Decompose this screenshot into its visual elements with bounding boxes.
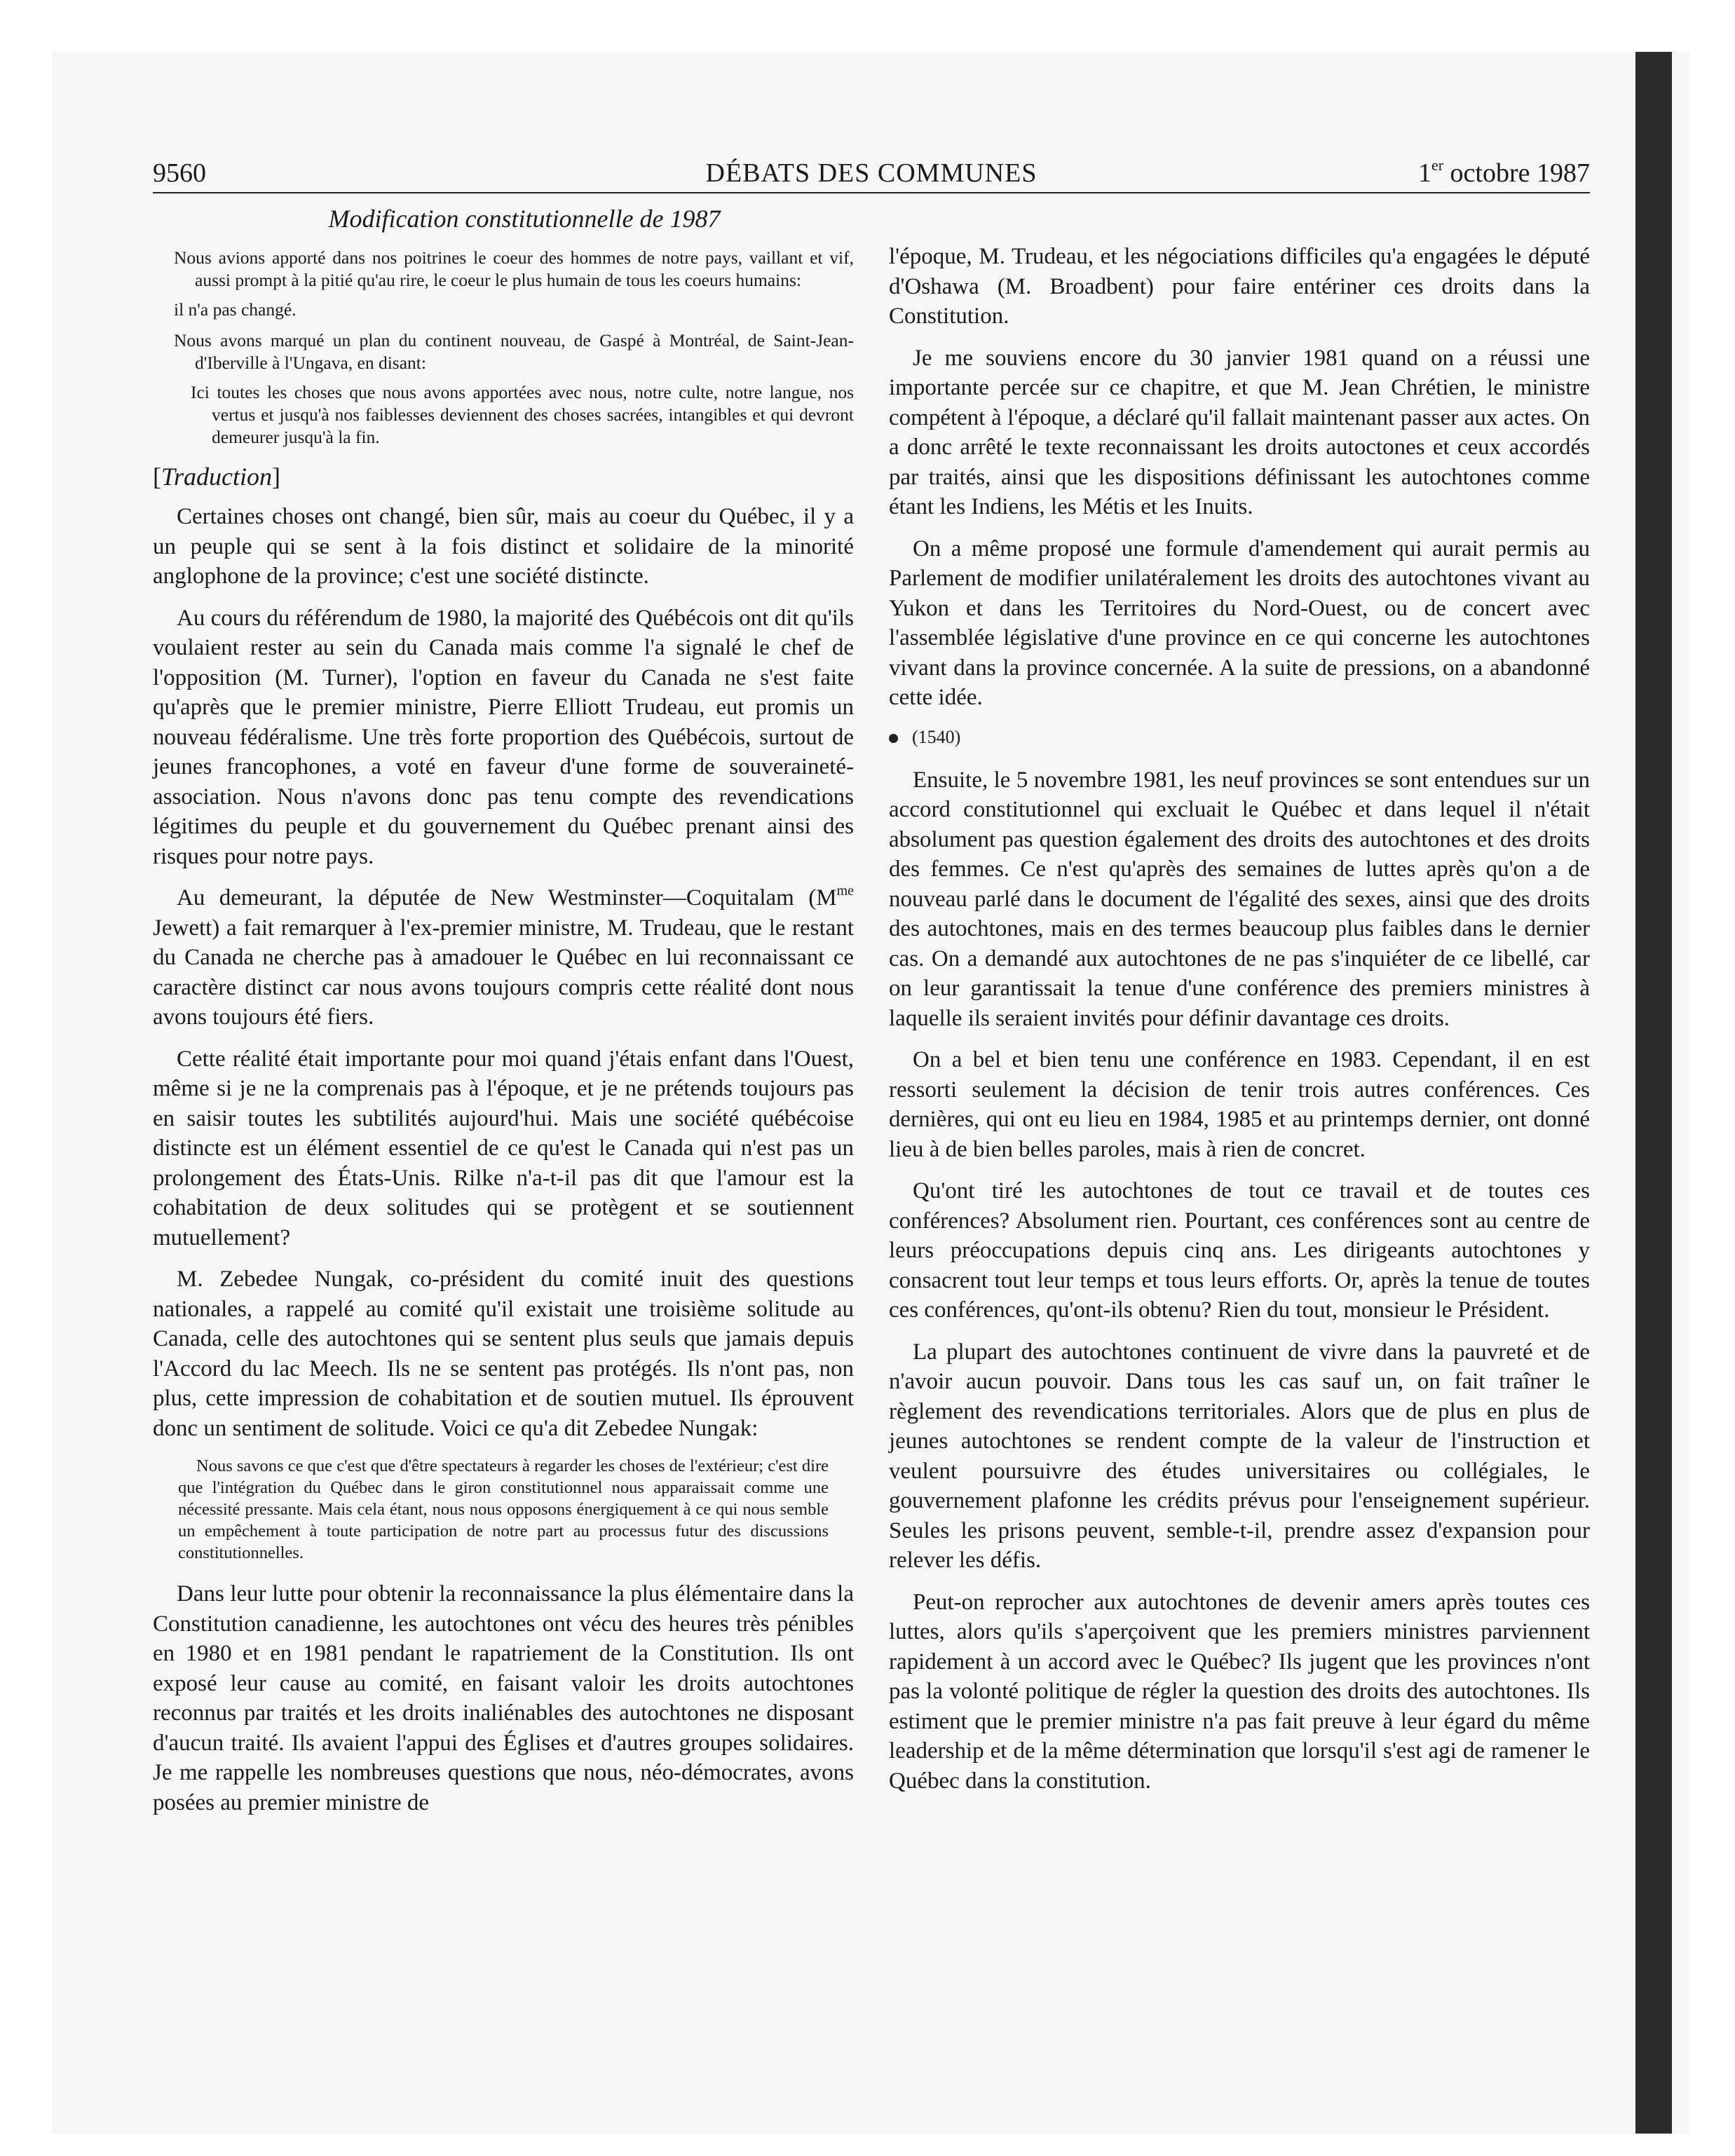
- block-quote: Nous savons ce que c'est que d'être spectateurs à regarder les choses de l'extérieur; c'est dire que l'intégration du Québec dans le giron constitutionnel nous apparaissait comme une nécessité pressante. Mais cela étant, nous nous opposons énergiquement à ce qui nous semble un empêchement à toute participation de notre part au processus futur des discussions constitutionnelles.: [178, 1456, 829, 1562]
- poem-stanza: Nous avons marqué un plan du continent nouveau, de Gaspé à Montréal, de Saint-Jean-d'Iberville à l'Ungava, en disant:: [174, 330, 854, 373]
- publication-title: DÉBATS DES COMMUNES: [705, 158, 1037, 188]
- paragraph: M. Zebedee Nungak, co-président du comité inuit des questions nationales, a rappelé au comité qu'il existait une troisième solitude au Canada, celle des autochtones qui se sentent plus seuls que jamais depuis l'Accord du lac Meech. Ils ne se sentent pas protégés. Ils n'ont pas, non plus, cette impression de cohabitation et de soutien mutuel. Ils éprouvent donc un sentiment de solitude. Voici ce qu'a dit Zebedee Nungak:: [153, 1267, 854, 1441]
- paragraph: On a même proposé une formule d'amendement qui aurait permis au Parlement de modifier unilatéralement les droits des autochtones vivant au Yukon et dans les Territoires du Nord-Ouest, ou de concert avec l'assemblée législative d'une province en ce qui concerne les autochtones vivant dans la province concernée. A la suite de pressions, on a abandonné cette idée.: [889, 535, 1590, 710]
- translation-marker: [Traduction]: [153, 463, 281, 491]
- paragraph: Cette réalité était importante pour moi quand j'étais enfant dans l'Ouest, même si je ne la comprenais pas à l'époque, et je ne prétends toujours pas en saisir toutes les subtilités aujourd'hui. Mais une société québécoise distincte est un élément essentiel de ce qu'est le Canada qui n'est pas un prolongement des États-Unis. Rilke n'a-t-il pas dit que l'amour est la cohabitation de deux solitudes qui se protègent et se soutiennent mutuellement?: [153, 1046, 854, 1250]
- paragraph: On a bel et bien tenu une conférence en 1983. Cependant, il en est ressorti seulement la décision de tenir trois autres conférences. Ces dernières, qui ont eu lieu en 1984, 1985 et au printemps dernier, ont donné lieu à de bien belles paroles, mais à rien de concret.: [889, 1047, 1590, 1162]
- bullet-icon: [889, 734, 898, 743]
- publication-date: 1er octobre 1987: [1417, 156, 1590, 188]
- paragraph: Dans leur lutte pour obtenir la reconnaissance la plus élémentaire dans la Constitution canadienne, les autochtones ont vécu des heures très pénibles en 1980 et en 1981 pendant le rapatriement de la Constitution. Ils ont exposé leur cause au comité, en faisant valoir les droits autochtones reconnus par traités et les droits inaliénables des autochtones ne disposant d'aucun traité. Ils avaient l'appui des Églises et d'autres groupes solidaires. Je me rappelle les nombreuses questions que nous, néo-démocrates, avons posées au premier ministre de: [153, 1581, 854, 1815]
- paragraph: Au cours du référendum de 1980, la majorité des Québécois ont dit qu'ils voulaient rester au sein du Canada mais comme l'a signalé le chef de l'opposition (M. Turner), l'option en faveur du Canada ne s'est faite qu'après que le premier ministre, Pierre Elliott Trudeau, eut promis un nouveau fédéralisme. Une très forte proportion des Québécois, surtout de jeunes francophones, a voté en faveur d'une forme de souveraineté-association. Nous n'avons donc pas tenu compte des revendications légitimes du peuple et du gouvernement du Québec prenant ainsi des risques pour notre pays.: [153, 605, 854, 869]
- paragraph: Peut-on reprocher aux autochtones de devenir amers après toutes ces luttes, alors qu'ils s'aperçoivent que les premiers ministres parviennent rapidement à un accord avec le Québec? Ils jugent que les provinces n'ont pas la volonté politique de régler la question des droits des autochtones. Ils estiment que le premier ministre n'a pas fait preuve à leur égard du même leadership et de la même détermination que lorsqu'il s'est agi de ramener le Québec dans la constitution.: [889, 1589, 1590, 1794]
- poem-quote: [153, 247, 854, 449]
- paragraph: Ensuite, le 5 novembre 1981, les neuf provinces se sont entendues sur un accord constitutionnel qui excluait le Québec et dans lequel il n'était absolument pas question également des droits des autochtones et des droits des femmes. Ce n'est qu'après des semaines de luttes après qu'on a de nouveau parlé dans le document de l'égalité des sexes, ainsi que des droits des autochtones, mais en des termes beaucoup plus faibles dans le dernier cas. On a demandé aux autochtones de ne pas s'inquiéter de ce libellé, car on leur garantissait la tenue d'une conférence des premiers ministres à laquelle ils seraient invités pour définir davantage ces droits.: [889, 767, 1590, 1031]
- paragraph: Certaines choses ont changé, bien sûr, mais au coeur du Québec, il y a un peuple qui se sent à la fois distinct et solidaire de la minorité anglophone de la province; c'est une société distincte.: [153, 504, 854, 589]
- paragraph: l'époque, M. Trudeau, et les négociations difficiles qu'a engagées le député d'Oshawa (M. Broadbent) pour faire entériner ces droits dans la Constitution.: [889, 244, 1590, 329]
- time-marker: (1540): [889, 725, 1590, 750]
- page-header: [153, 153, 1590, 193]
- scan-edge: [1635, 52, 1672, 2134]
- page-number: 9560: [153, 158, 206, 188]
- paragraph: La plupart des autochtones continuent de vivre dans la pauvreté et de n'avoir aucun pouvoir. Dans tous les cas sauf un, on fait traîner le règlement des revendications territoriales. Alors que de plus en plus de jeunes autochtones se rendent compte de la valeur de l'instruction et veulent poursuivre des études universitaires ou collégiales, le gouvernement plafonne les crédits prévus pour l'enseignement supérieur. Seules les prisons peuvent, semble-t-il, prendre assez d'expansion pour relever les défis.: [889, 1339, 1590, 1573]
- poem-stanza: Nous avions apporté dans nos poitrines le coeur des hommes de notre pays, vaillant et vif, aussi prompt à la pitié qu'au rire, le coeur le plus humain de tous les coeurs humains:: [174, 247, 854, 290]
- poem-refrain: il n'a pas changé.: [174, 299, 297, 320]
- paragraph: Je me souviens encore du 30 janvier 1981 quand on a réussi une importante percée sur ce chapitre, et que M. Jean Chrétien, le ministre compétent à l'époque, a déclaré qu'il fallait maintenant passer aux actes. On a donc arrêté le texte reconnaissant les droits autoctones et ceux accordés par traités, ainsi que les dispositions définissant les autochtones comme étant les Indiens, les Métis et les Inuits.: [889, 345, 1590, 519]
- left-column: [153, 203, 854, 1829]
- poem-stanza: Ici toutes les choses que nous avons apportées avec nous, notre culte, notre langue, nos vertus et jusqu'à nos faiblesses deviennent des choses sacrées, intangibles et qui devront demeurer jusqu'à la fin.: [191, 382, 854, 447]
- paragraph: Au demeurant, la députée de New Westminster—Coquitalam ($M^{me}$ Jewett) a fait remarquer à l'ex-premier ministre, M. Trudeau, que le restant du Canada ne cherche pas à amadouer le Québec en lui reconnaissant ce caractère distinct car nous avons toujours compris cette réalité dont nous avons toujours été fiers.: [153, 883, 854, 1030]
- right-column: [889, 242, 1590, 1808]
- paragraph: Qu'ont tiré les autochtones de tout ce travail et de toutes ces conférences? Absolument rien. Pourtant, ces conférences sont au centre de leurs préoccupations depuis cinq ans. Les dirigeants autochtones y consacrent tout leur temps et tous leurs efforts. Or, après la tenue de toutes ces conférences, qu'ont-ils obtenu? Rien du tout, monsieur le Président.: [889, 1178, 1590, 1323]
- section-title: Modification constitutionnelle de 1987: [328, 205, 721, 233]
